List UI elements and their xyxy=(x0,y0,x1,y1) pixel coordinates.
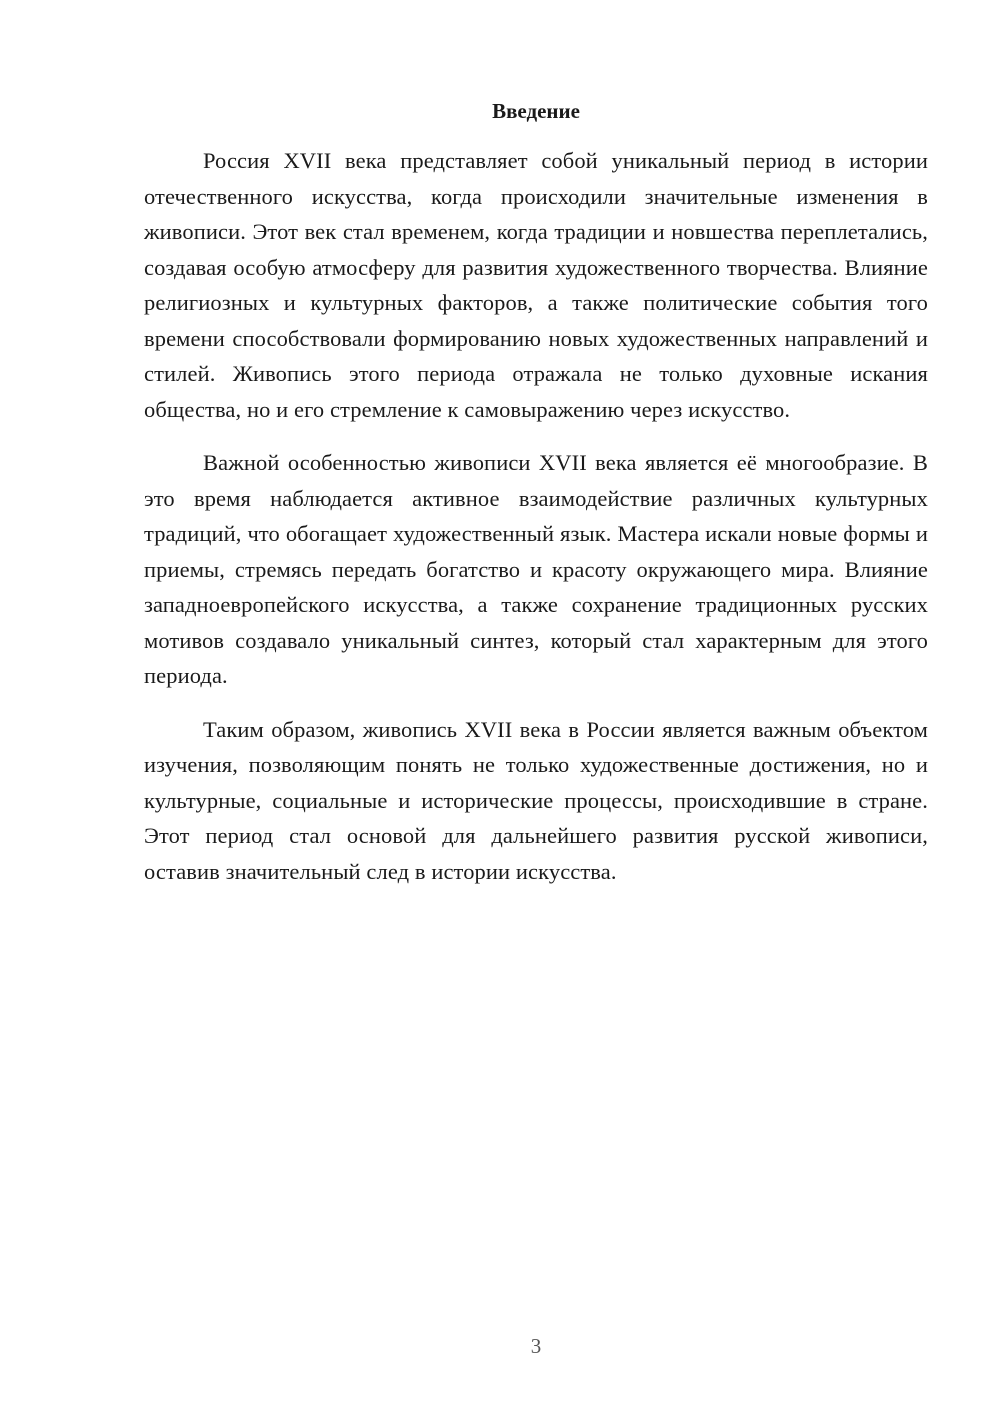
section-heading: Введение xyxy=(492,99,580,123)
page-number: 3 xyxy=(530,1334,542,1358)
paragraph-3: Таким образом, живопись XVII века в России является важным объектом изучения, позволяющим понять не только художественные достижения, но и культурные, социальные и исторические процессы, происходившие в стране. Этот период стал основой для дальнейшего развития русской живописи, оставив значительный след в истории искусства. xyxy=(144,716,928,884)
body-text xyxy=(144,143,928,907)
paragraph-2: Важной особенностью живописи XVII века является её многообразие. В это время наблюдается активное взаимодействие различных культурных традиций, что обогащает художественный язык. Мастера искали новые формы и приемы, стремясь передать богатство и красоту окружающего мира. Влияние западноевропейского искусства, а также сохранение традиционных русских мотивов создавало уникальный синтез, который стал характерным для этого периода. xyxy=(144,450,928,688)
paragraph-1: Россия XVII века представляет собой уникальный период в истории отечественного искусства, когда происходили значительные изменения в живописи. Этот век стал временем, когда традиции и новшества переплетались, создавая особую атмосферу для развития художественного творчества. Влияние религиозных и культурных факторов, а также политические события того времени способствовали формированию новых художественных направлений и стилей. Живопись этого периода отражала не только духовные искания общества, но и его стремление к самовыражению через искусство. xyxy=(144,148,928,422)
